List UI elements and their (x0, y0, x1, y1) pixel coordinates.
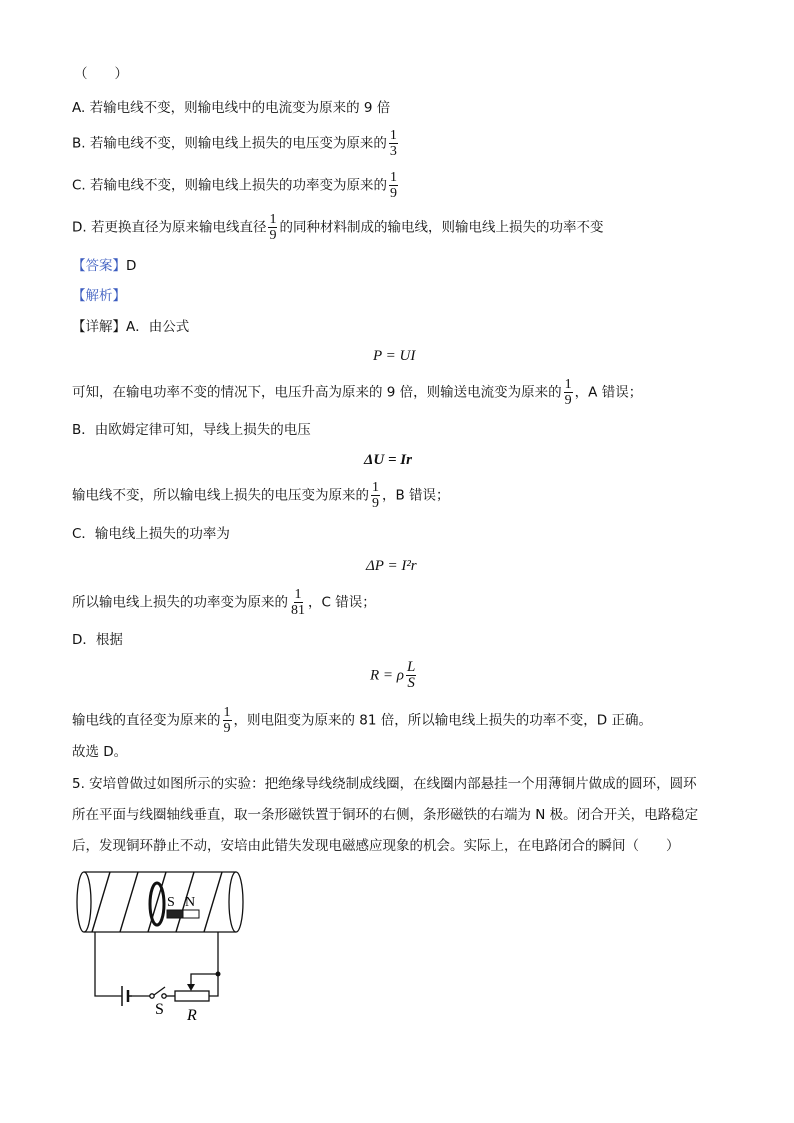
question5-line3: 后，发现铜环静止不动，安培由此错失发现电磁感应现象的机会。实际上，在电路闭合的瞬间（ ） (72, 838, 680, 854)
fraction-numerator: 1 (389, 128, 397, 143)
detail-b-text (72, 480, 450, 511)
circuit-wires (95, 932, 218, 996)
fraction-numerator: L (406, 659, 416, 675)
fraction-denominator: 9 (372, 496, 379, 511)
option-c (72, 170, 400, 201)
detail-d-fraction (223, 705, 232, 736)
formula-delta-u: ΔU = Ir (364, 452, 412, 468)
rheostat-slider-arrow (187, 984, 195, 991)
fraction-denominator: 9 (390, 186, 398, 201)
fraction-numerator: 1 (269, 212, 277, 227)
detail-d-intro: D．根据 (72, 632, 123, 648)
detail-c-text-post: ，C 错误； (308, 594, 376, 611)
question5-line1: 5. 安培曾做过如图所示的实验：把绝缘导线绕制成线圈，在线圈内部悬挂一个用薄铜片做成的圆环，圆环 (72, 776, 697, 792)
rheostat-body (175, 991, 209, 1001)
fraction-denominator: 9 (564, 393, 572, 408)
answer-line (72, 256, 136, 276)
fraction-denominator: S (407, 675, 415, 691)
formula-r-fraction (406, 660, 416, 691)
coil-circuit-figure (70, 868, 260, 1026)
formula-resistance (370, 660, 418, 691)
detail-a-text (72, 377, 642, 408)
option-c-text: C. 若输电线不变，则输电线上损失的功率变为原来的 (72, 177, 388, 194)
fraction-denominator: 3 (389, 144, 397, 159)
detail-a-text-post: ，A 错误； (574, 384, 643, 401)
detail-a-fraction (564, 377, 573, 408)
detail-d-text (72, 705, 652, 736)
option-c-fraction (389, 170, 398, 201)
question5-line2: 所在平面与线圈轴线垂直，取一条形磁铁置于铜环的右侧，条形磁铁的右端为 N 极。闭合开关，电路稳定 (72, 807, 699, 823)
option-b-fraction (389, 128, 398, 159)
formula-r-left: R = ρ (370, 667, 404, 684)
detail-b-text-post: ，B 错误； (382, 487, 450, 504)
option-d-text-post: 的同种材料制成的输电线，则输电线上损失的功率不变 (279, 219, 604, 236)
formula-delta-p: ΔP = I²r (366, 558, 417, 574)
detail-c-intro: C．输电线上损失的功率为 (72, 526, 230, 542)
detail-b-text-pre: 输电线不变，所以输电线上损失的电压变为原来的 (72, 487, 369, 504)
option-a: A. 若输电线不变，则输电线中的电流变为原来的 9 倍 (72, 100, 391, 116)
fraction-numerator: 1 (390, 170, 398, 185)
switch-label: S (155, 1001, 164, 1018)
fraction-denominator: 9 (269, 228, 277, 243)
detail-b-fraction (371, 480, 380, 511)
magnet-s-label: S (167, 895, 175, 910)
option-d (72, 212, 603, 243)
answer-label: 【答案】 (72, 258, 126, 274)
switch-symbol (150, 987, 166, 998)
fraction-numerator: 1 (372, 480, 379, 495)
detail-a-intro: 【详解】A．由公式 (72, 319, 190, 335)
fraction-numerator: 1 (294, 587, 302, 602)
analysis-label: 【解析】 (72, 288, 126, 304)
fraction-denominator: 9 (223, 721, 231, 736)
coil-windings (92, 872, 222, 932)
option-d-text-pre: D. 若更换直径为原来输电线直径 (72, 219, 267, 236)
question-bracket: （ ） (74, 66, 128, 82)
detail-b-intro: B．由欧姆定律可知，导线上损失的电压 (72, 422, 311, 438)
fraction-numerator: 1 (564, 377, 572, 392)
detail-d-text-post: ，则电阻变为原来的 81 倍，所以输电线上损失的功率不变，D 正确。 (233, 712, 652, 729)
detail-c-text (72, 587, 376, 618)
option-b (72, 128, 400, 159)
detail-a-text-pre: 可知，在输电功率不变的情况下，电压升高为原来的 9 倍，则输送电流变为原来的 (72, 384, 562, 401)
magnet-n-label: N (185, 895, 196, 910)
junction-dot (216, 972, 221, 977)
formula-p-ui: P = UI (373, 348, 416, 364)
detail-d-text-pre: 输电线的直径变为原来的 (72, 712, 221, 729)
detail-c-fraction (290, 587, 306, 618)
fraction-numerator: 1 (223, 705, 231, 720)
resistor-label: R (187, 1007, 197, 1024)
option-d-fraction (268, 212, 277, 243)
detail-c-text-pre: 所以输电线上损失的功率变为原来的 (72, 594, 288, 611)
conclusion: 故选 D。 (72, 744, 128, 760)
option-b-text: B. 若输电线不变，则输电线上损失的电压变为原来的 (72, 135, 387, 152)
battery-symbol (122, 986, 132, 1006)
answer-value: D (126, 258, 137, 274)
fraction-denominator: 81 (291, 603, 305, 618)
